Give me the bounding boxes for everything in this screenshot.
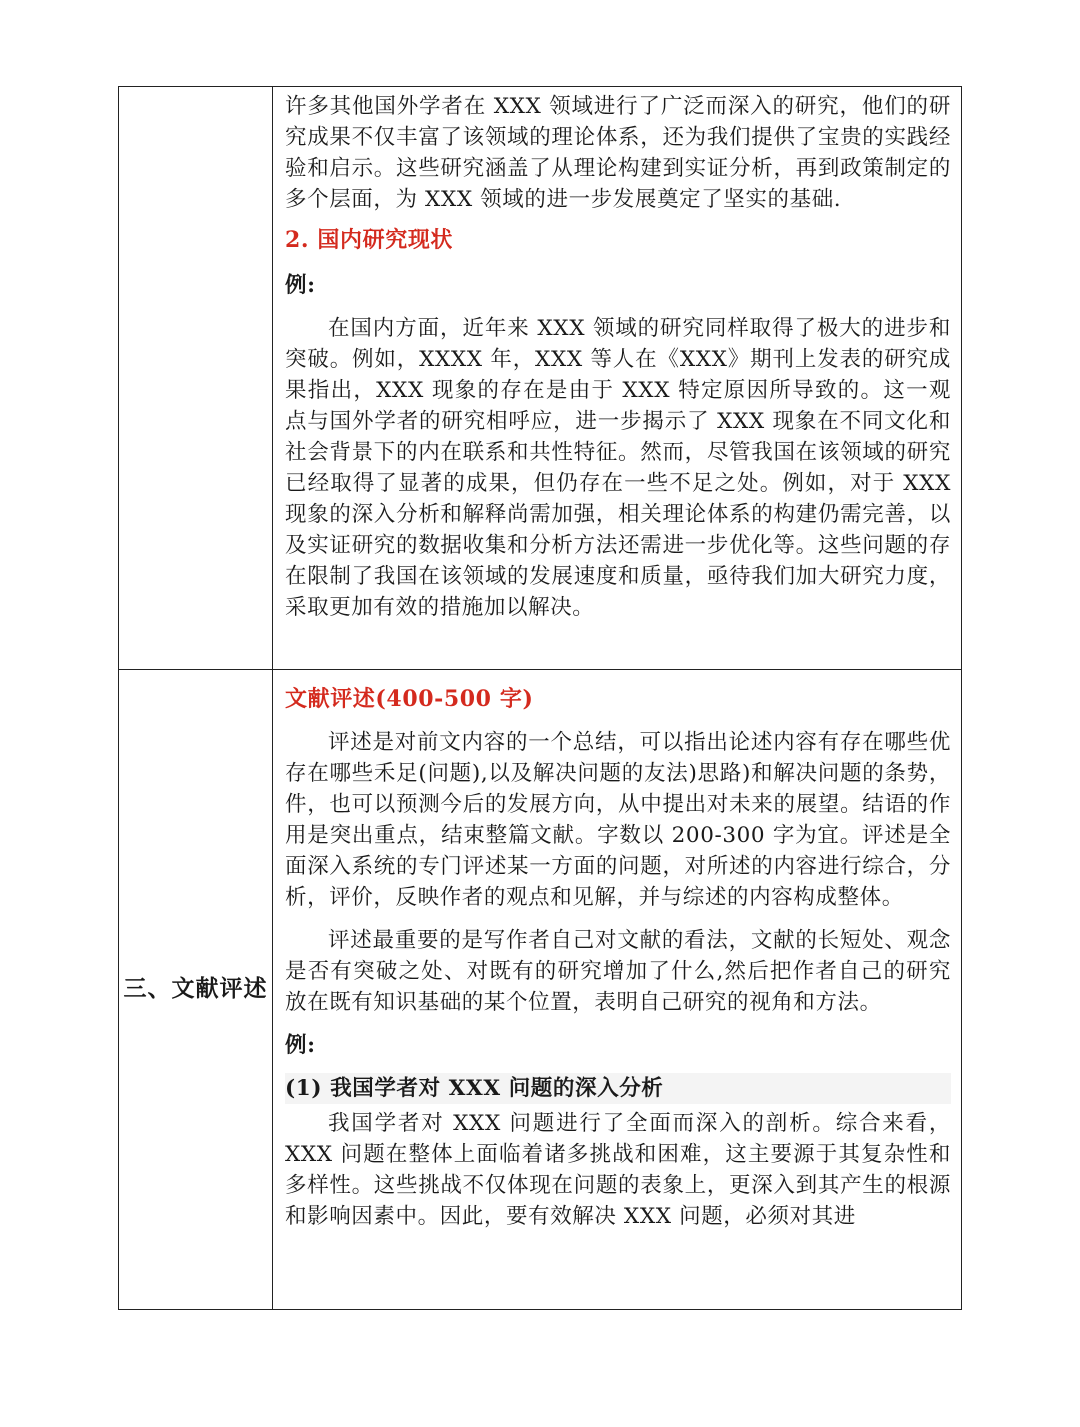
analysis-paragraph: 我国学者对 XXX 问题进行了全面而深入的剖析。综合来看，XXX 问题在整体上面临着诸多挑战和困难，这主要源于其复杂性和多样性。这些挑战不仅体现在问题的表象上，更深入到其产生的根源和影响因素中。因此，要有效解决 XXX 问题，必须对其进 (285, 1111, 951, 1229)
table-row (119, 87, 962, 670)
intro-paragraph: 许多其他国外学者在 XXX 领域进行了广泛而深入的研究，他们的研究成果不仅丰富了该领域的理论体系，还为我们提供了宝贵的实践经验和启示。这些研究涵盖了从理论构建到实证分析，再到政策制定的多个层面，为 XXX 领域的进一步发展奠定了坚实的基础. (285, 94, 951, 212)
example-label: 例: (285, 273, 316, 298)
domestic-example-paragraph: 在国内方面，近年来 XXX 领域的研究同样取得了极大的进步和突破。例如，XXXX 年，XXX 等人在《XXX》期刊上发表的研究成果指出，XXX 现象的存在是由于 XXX 特定原因所导致的。这一观点与国外学者的研究相呼应，进一步揭示了 XXX 现象在不同文化和社会背景下的内在联系和共性特征。然而，尽管我国在该领域的研究已经取得了显著的成果，但仍存在一些不足之处。例如，对于 XXX 现象的深入分析和解释尚需加强，相关理论体系的构建仍需完善，以及实证研究的数据收集和分析方法还需进一步优化等。这些问题的存在限制了我国在该领域的发展速度和质量，亟待我们加大研究力度，采取更加有效的措施加以解决。 (285, 316, 951, 620)
example-label: 例: (285, 1033, 316, 1058)
review-paragraph-2: 评述最重要的是写作者自己对文献的看法，文献的长短处、观念是否有突破之处、对既有的研究增加了什么,然后把作者自己的研究放在既有知识基础的某个位置，表明自己研究的视角和方法。 (285, 928, 951, 1015)
review-paragraph-1: 评述是对前文内容的一个总结，可以指出论述内容有存在哪些优存在哪些禾足(问题),以及解决问题的友法)思路)和解决问题的条势，件，也可以预测今后的发展方向，从中提出对未来的展望。结语的作用是突出重点，结束整篇文献。字数以 200-300 字为宜。评述是全面深入系统的专门评述某一方面的问题，对所述的内容进行综合，分析，评价，反映作者的观点和见解，并与综述的内容构成整体。 (285, 730, 951, 910)
section-heading-domestic: 2. 国内研究现状 (285, 227, 454, 253)
row1-content-cell (273, 87, 962, 670)
document-table (118, 86, 962, 1310)
sub-heading-analysis: (1) 我国学者对 XXX 问题的深入分析 (285, 1073, 951, 1104)
row2-label-cell (119, 670, 273, 1310)
section-label-literature-review: 三、文献评述 (123, 975, 268, 1002)
row2-content-cell (273, 670, 962, 1310)
row1-label-cell (119, 87, 273, 670)
review-heading: 文献评述(400-500 字) (285, 686, 534, 712)
table-row (119, 670, 962, 1310)
